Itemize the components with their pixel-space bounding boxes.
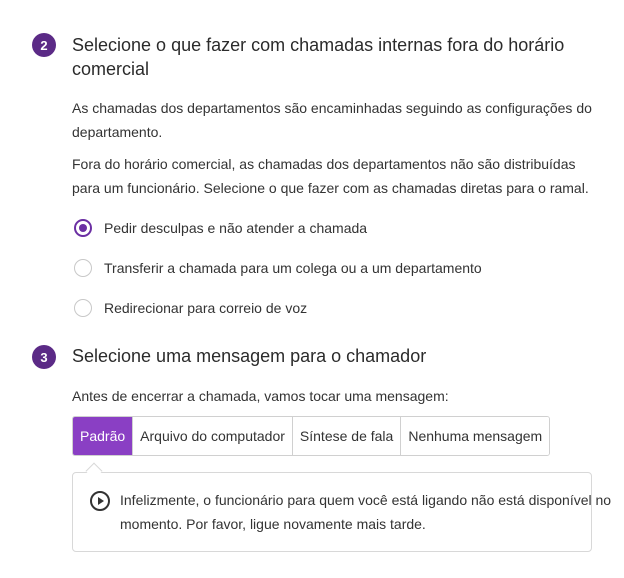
message-text: Infelizmente, o funcionário para quem você está ligando não está disponível no momento. Por favor, ligue novamente mais tarde. (120, 492, 612, 532)
message-type-tabs (72, 416, 550, 456)
radio-option-voicemail[interactable] (74, 299, 307, 317)
step-3-intro: Antes de encerrar a chamada, vamos tocar uma mensagem: (72, 388, 449, 404)
radio-button[interactable] (74, 299, 92, 317)
radio-button-selected[interactable] (74, 219, 92, 237)
tab-default[interactable]: Padrão (73, 417, 132, 455)
tab-text-to-speech[interactable]: Síntese de fala (292, 417, 400, 455)
radio-dot (79, 224, 87, 232)
radio-option-transfer[interactable] (74, 259, 482, 277)
radio-button[interactable] (74, 259, 92, 277)
play-icon[interactable] (90, 491, 110, 511)
step-2-title: Selecione o que fazer com chamadas internas fora do horário comercial (72, 35, 565, 79)
radio-label: Transferir a chamada para um colega ou a um departamento (104, 260, 482, 276)
radio-label: Pedir desculpas e não atender a chamada (104, 220, 368, 236)
radio-option-apologize[interactable] (74, 219, 367, 237)
tab-no-message[interactable]: Nenhuma mensagem (400, 417, 549, 455)
tab-computer-file[interactable]: Arquivo do computador (132, 417, 292, 455)
radio-label: Redirecionar para correio de voz (104, 300, 308, 316)
step-3-title: Selecione uma mensagem para o chamador (72, 346, 427, 366)
step-3-badge: 3 (32, 345, 56, 369)
step-2-badge: 2 (32, 33, 56, 57)
step-2-paragraph-1: As chamadas dos departamentos são encaminhadas seguindo as configurações do departamento. (72, 100, 592, 140)
step-2-paragraph-2: Fora do horário comercial, as chamadas dos departamentos não são distribuídas para um funcionário. Selecione o que fazer com as chamadas diretas para o ramal. (72, 156, 589, 196)
play-triangle (98, 497, 104, 505)
